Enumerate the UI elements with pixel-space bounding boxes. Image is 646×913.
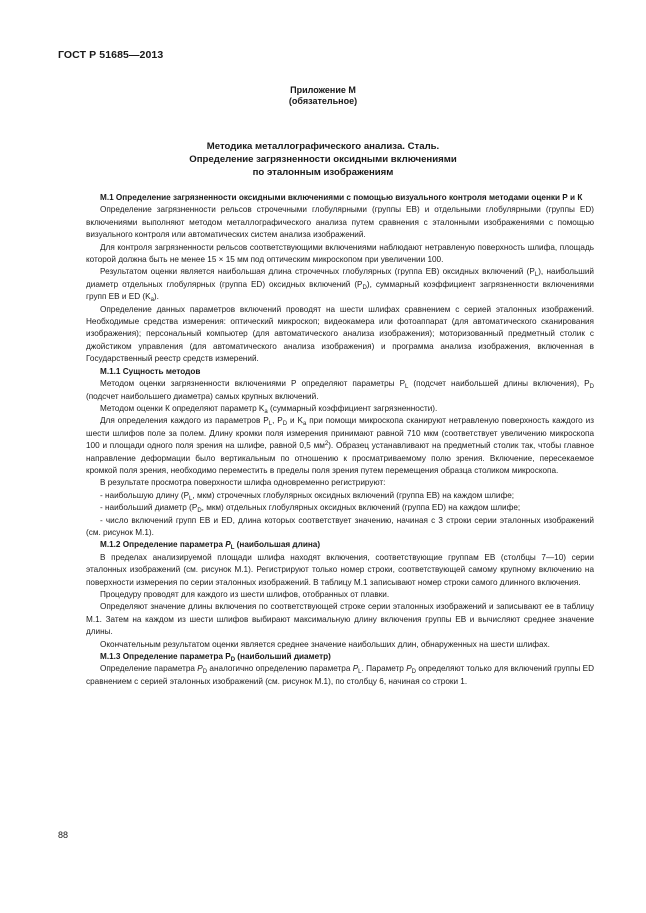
annex-title: Приложение М bbox=[290, 85, 356, 95]
section-heading-m13: М.1.3 Определение параметра $P_D$ (наибольший диаметр) bbox=[100, 652, 331, 664]
paragraph: Определение загрязненности рельсов строчечными глобулярными (группы ЕВ) и отдельными глобулярными (группы ED) включениями выполняют методом металлографического анализа путем сравнения с эталонными изображениями с помощью визуального контроля или автоматических систем анализа изображений. bbox=[86, 205, 594, 240]
paragraph: Для контроля загрязненности рельсов соответствующими включениями наблюдают нетравленую поверхность шлифа, площадь которой должна быть не менее 15 × 15 мм под оптическим микроскопом при увеличении 100. bbox=[86, 242, 594, 265]
section-heading-m1: М.1 Определение загрязненности оксидными включениями с помощью визуального контроля методами оценки Р и К bbox=[100, 193, 583, 202]
paragraph: В результате просмотра поверхности шлифа одновременно регистрируют: bbox=[100, 478, 386, 488]
page-title-line1: Методика металлографического анализа. Сталь. bbox=[206, 141, 440, 152]
page-number: 88 bbox=[58, 830, 69, 840]
paragraph: Определяют значение длины включения по соответствующей строке серии эталонных изображений и записывают ее в таблицу М.1. Затем на каждом из шести шлифов выбирают максимальную длину включения группы ЕВ и вычисляют среднее значение длины. bbox=[86, 602, 594, 637]
list-item: - число включений групп ЕВ и ED, длина которых соответствует значению, начиная с 3 строки серии эталонных изображений (см. рисунок М.1). bbox=[86, 515, 594, 537]
paragraph: Определение данных параметров включений проводят на шести шлифах сравнением с серией эталонных изображений. Необходимые средства измерения: оптический микроскоп; видеокамера или фотоаппарат (для автоматического сканирования изображения); персональный компьютер (для автоматического анализа изображения); моторизованный предметный столик с джойстиком управления (для автоматического анализа изображения) и программа анализа изображения, включенная в Государственный реестр средств измерений. bbox=[86, 304, 594, 364]
paragraph: Процедуру проводят для каждого из шести шлифов, отобранных от плавки. bbox=[100, 590, 390, 599]
paragraph: Результатом оценки является наибольшая длина строчечных глобулярных (группа ЕВ) оксидных включений $(P_L)$, наибольший диаметр отдельных глобулярных (группа ED) оксидных включений $(P_D)$, суммарный коэффициент загрязненности включениями групп ЕВ и ED $(K_a)$. bbox=[86, 267, 594, 304]
section-heading-m11: М.1.1 Сущность методов bbox=[100, 366, 201, 376]
paragraph: Методом оценки загрязненности включениями Р определяют параметры $P_L$ (подсчет наибольшей длины включения), $P_D$ (подсчет наибольшего диаметра) самых крупных включений. bbox=[86, 379, 594, 401]
list-item: - наибольший диаметр ($P_D$, мкм) отдельных глобулярных оксидных включений (группа ED) на каждом шлифе; bbox=[100, 503, 521, 515]
paragraph: Определение параметра $P_D$ аналогично определению параметра $P_L$. Параметр $P_D$ определяют только для включений группы ED сравнением с серией эталонных изображений (см. рисунок М.1), по столбцу 6, начиная со строки 1. bbox=[86, 664, 594, 686]
section-heading-m12: М.1.2 Определение параметра $P_L$ (наибольшая длина) bbox=[100, 540, 321, 552]
list-item: - наибольшую длину ($P_L$, мкм) строчечных глобулярных оксидных включений (группа ЕВ) на каждом шлифе; bbox=[100, 490, 515, 502]
annex-status: (обязательное) bbox=[288, 96, 358, 106]
paragraph: Методом оценки К определяют параметр $K_a$ (суммарный коэффициент загрязненности). bbox=[100, 403, 438, 415]
paragraph: В пределах анализируемой площади шлифа находят включения, соответствующие группам ЕВ (столбцы 7—10) серии эталонных изображений (см. рисунок М.1). Регистрируют только номер строки, соответствующей самому крупному включению на поверхности измерения по серии эталонных изображений. В таблицу М.1 записывают номер строки самого длинного включения. bbox=[86, 552, 594, 587]
page-title-line2: Определение загрязненности оксидными включениями bbox=[189, 154, 457, 165]
paragraph: Окончательным результатом оценки является среднее значение наибольших длин, обнаруженных на шести шлифах. bbox=[100, 639, 550, 649]
document-code: ГОСТ Р 51685—2013 bbox=[58, 49, 164, 61]
page-title-line3: по эталонным изображениям bbox=[252, 167, 394, 178]
document-body bbox=[86, 192, 594, 688]
paragraph: Для определения каждого из параметров $P_L$, $P_D$ и $K_a$ при помощи микроскопа сканируют нетравленую поверхность каждого из шести шлифов поле за полем. Длину кромки поля измерения принимают равной 710 мкм (соответствует увеличению микроскопа 100 и площади одного поля зрения на шлифе, равной 0,5 $мм^2$). Образец устанавливают на предметный столик так, чтобы главное направление деформации было вертикальным по отношению к просматриваемому полю зрения. Включение, пересекаемое кромкой поля зрения, необходимо переместить в пределы поля зрения путем перемещения образца столиком микроскопа. bbox=[86, 416, 594, 475]
